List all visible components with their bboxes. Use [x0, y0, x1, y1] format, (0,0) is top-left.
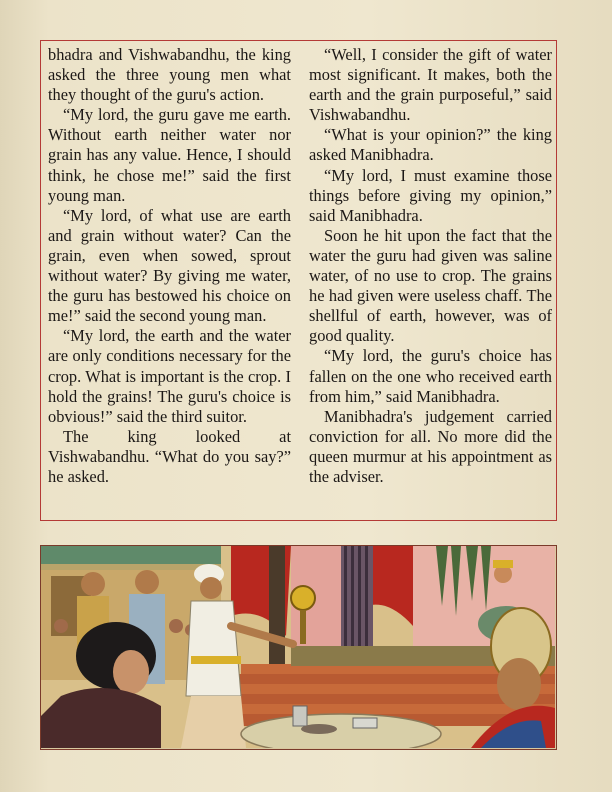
paragraph: Manibhadra's judgement carried conviction for all. No more did the queen murmur at his appointment as the adviser.	[309, 406, 552, 486]
court-scene-illustration	[40, 545, 557, 750]
paragraph: The king looked at Vishwabandhu. “What do you say?” he asked.	[48, 426, 291, 486]
paragraph: “My lord, of what use are earth and grain without water? Can the grain, even when sowed, sprout without water? By giving me water, the guru has bestowed his choice on me!” said the second young man.	[48, 205, 291, 326]
paragraph: “My lord, the guru's choice has fallen on the one who received earth from him,” said Manibhadra.	[309, 346, 552, 406]
paragraph: “Well, I consider the gift of water most significant. It makes, both the earth and the grain purposeful,” said Vishwabandhu.	[309, 45, 552, 125]
paragraph: “My lord, I must examine those things before giving my opinion,” said Manibhadra.	[309, 165, 552, 225]
paragraph: “My lord, the guru gave me earth. Without earth neither water nor grain has any value. Hence, I should think, he chose me!” said the first young man.	[48, 105, 291, 205]
paragraph: “My lord, the earth and the water are only conditions necessary for the crop. What is important is the crop. I hold the grains! The guru's choice is obvious!” said the third suitor.	[48, 326, 291, 426]
left-text-column	[48, 45, 291, 487]
paragraph: “What is your opinion?” the king asked Manibhadra.	[309, 125, 552, 165]
right-text-column	[309, 45, 552, 487]
story-text-frame	[40, 40, 557, 521]
paragraph: bhadra and Vishwabandhu, the king asked the three young men what they thought of the guru's action.	[48, 45, 291, 105]
paragraph: Soon he hit upon the fact that the water the guru had given was saline water, of no use to crop. The grains he had given were useless chaff. The shellful of earth, however, was of good quality.	[309, 225, 552, 346]
